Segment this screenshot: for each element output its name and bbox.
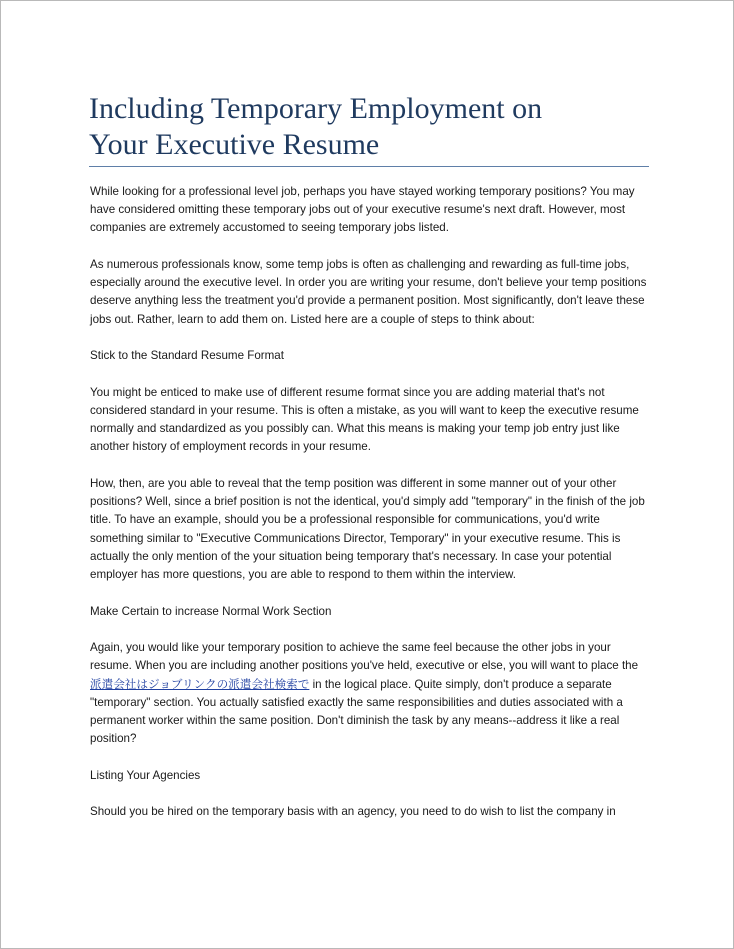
paragraph-intro: While looking for a professional level job, perhaps you have stayed working temporary positions? You may have considered omitting these temporary jobs out of your executive resume's next draft. However, most companies are extremely accustomed to seeing temporary jobs listed. (90, 185, 635, 235)
paragraph-title-temporary: How, then, are you able to reveal that the temp position was different in some manner out of your other positions? Well, since a brief position is not the identical, you'd simply add "temporary" in the finish of the job title. To have an example, should you be a professional responsible for communications, you'd write something similar to "Executive Communications Director, Temporary" in your executive resume. This is actually the only mention of the your situation being temporary that's necessary. In case your potential employer has more questions, you are able to respond to them within the interview. (90, 477, 645, 582)
title-line-2: Your Executive Resume (89, 128, 380, 161)
paragraph-format: You might be enticed to make use of different resume format since you are adding material that's not considered standard in your resume. This is often a mistake, as you will want to keep the executive resume normally and standardized as you possibly can. What this means is making your temp job entry just like another history of employment records in your resume. (90, 385, 639, 454)
paragraph-text-after-link: in the logical place. Quite simply, don't produce a separate "temporary" section. You actually satisfied exactly the same responsibilities and duties associated with a permanent worker within the same position. Don't diminish the task by any means--address it like a real position? (90, 677, 623, 746)
title-divider (89, 166, 649, 167)
paragraph-professionals: As numerous professionals know, some temp jobs is often as challenging and rewarding as full-time jobs, especially around the executive level. In order you are writing your resume, don't believe your temp positions deserve anything less the treatment you'd provide a permanent position. Most significantly, don't leave these jobs out. Rather, learn to add them on. Listed here are a couple of steps to think about: (90, 258, 647, 326)
section-heading-work-section: Make Certain to increase Normal Work Section (90, 604, 332, 618)
paragraph-agencies: Should you be hired on the temporary basis with an agency, you need to do wish to list the company in (90, 805, 616, 819)
paragraph-work-section (90, 639, 650, 748)
title-line-1: Including Temporary Employment on (89, 92, 543, 125)
section-heading-format: Stick to the Standard Resume Format (90, 349, 284, 363)
page-title (89, 91, 649, 163)
paragraph-text-before-link: Again, you would like your temporary position to achieve the same feel because the other jobs in your resume. When you are including another positions you've held, executive or else, you will want to place the (90, 641, 639, 673)
section-heading-agencies: Listing Your Agencies (90, 768, 201, 782)
article-body (90, 183, 650, 840)
job-search-link[interactable]: 派遣会社はジョブリンクの派遣会社検索で (90, 677, 310, 691)
